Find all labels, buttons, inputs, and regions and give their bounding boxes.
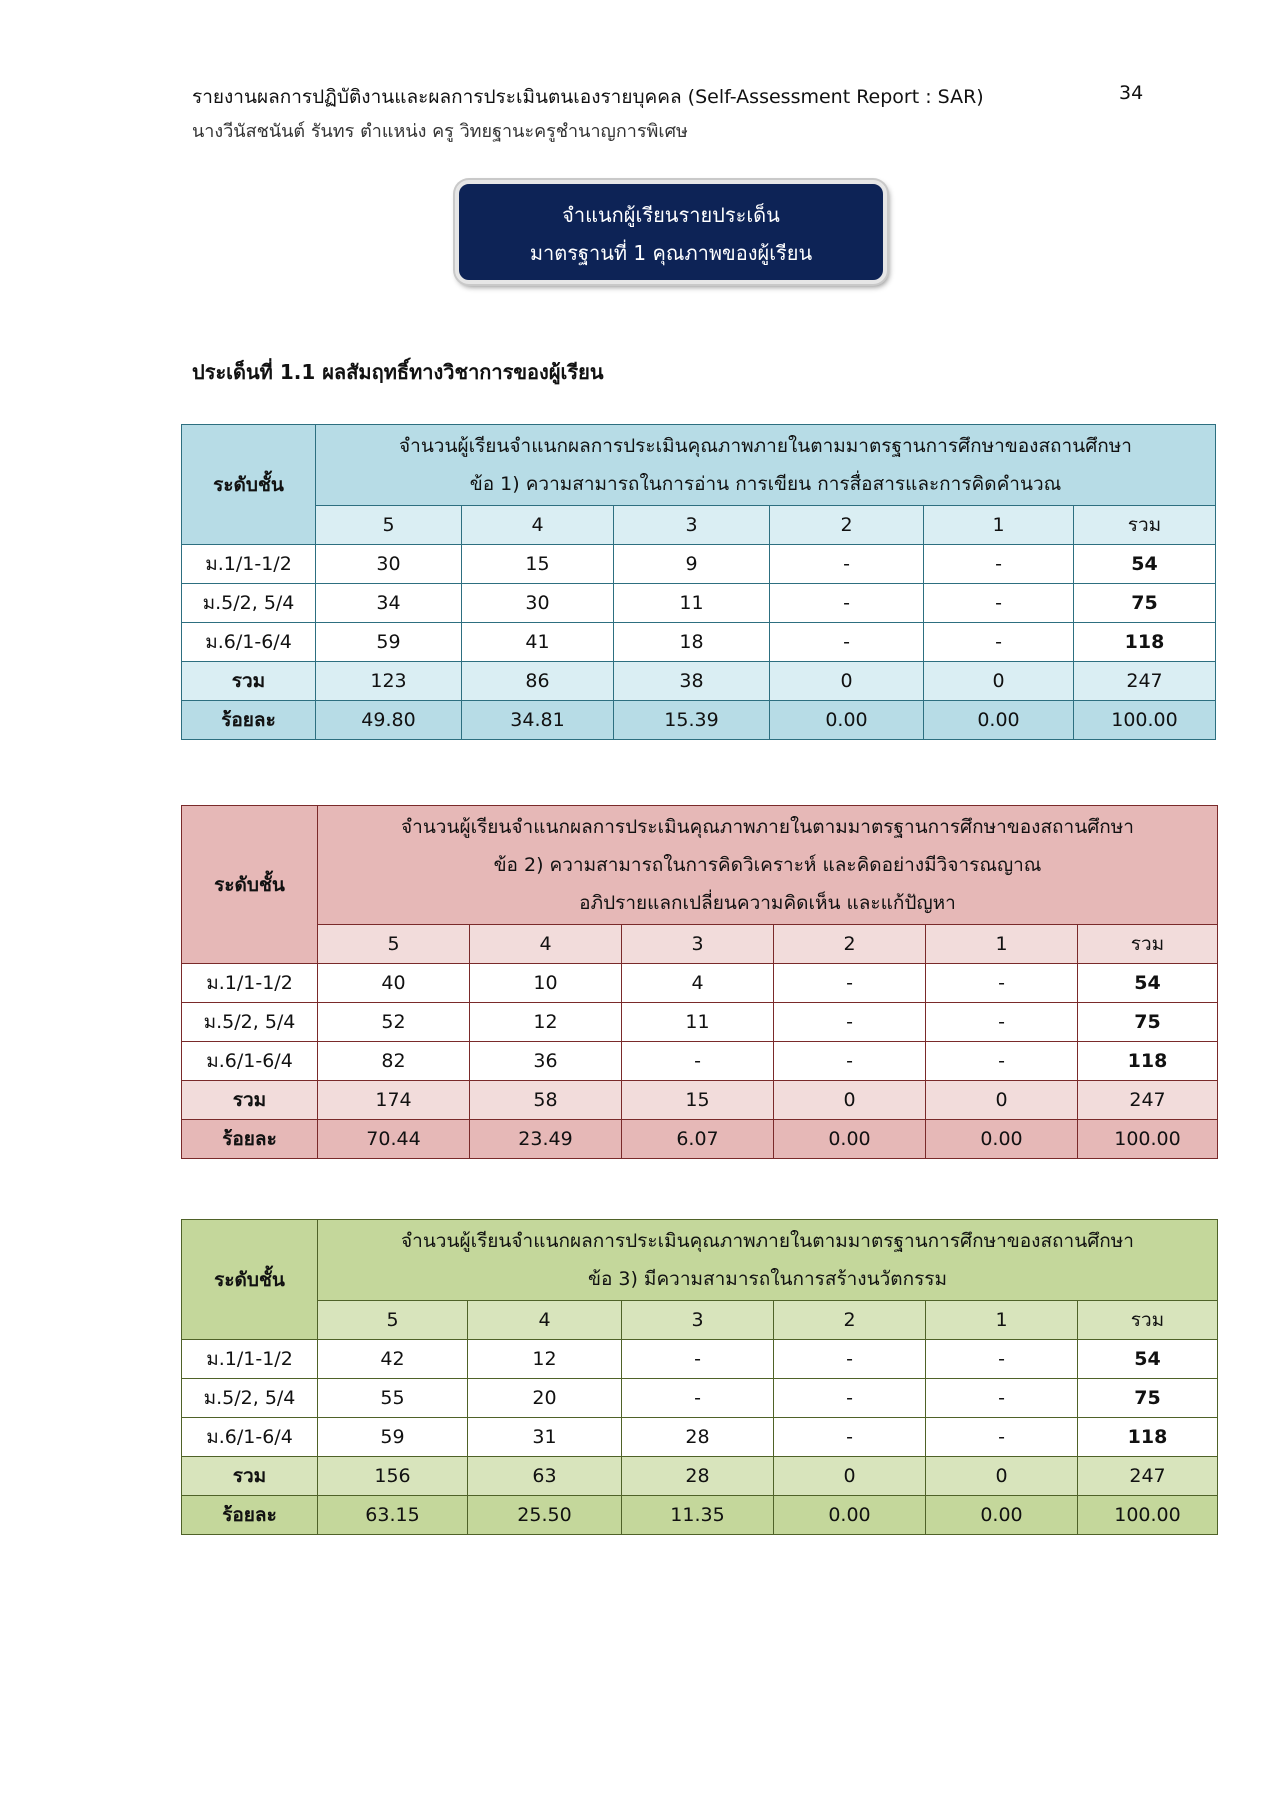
column-header: 4 [468, 1301, 622, 1340]
assessment-table-2 [181, 805, 1218, 1159]
description-line-1: จำนวนผู้เรียนจำแนกผลการประเมินคุณภาพภายในตามมาตรฐานการศึกษาของสถานศึกษา [399, 435, 1132, 457]
percent-cell: 70.44 [318, 1120, 470, 1159]
row-total-cell: 75 [1078, 1003, 1218, 1042]
column-header: 1 [924, 506, 1074, 545]
percent-cell: 0.00 [774, 1120, 926, 1159]
table-row [182, 1340, 1218, 1379]
cell: - [926, 1418, 1078, 1457]
table-description [318, 806, 1218, 925]
cell: - [774, 1042, 926, 1081]
cell: 11 [622, 1003, 774, 1042]
level-header: ระดับชั้น [182, 1220, 318, 1340]
row-label: ม.6/1-6/4 [182, 1418, 318, 1457]
percent-cell: 6.07 [622, 1120, 774, 1159]
percent-row [182, 1496, 1218, 1535]
column-header: 2 [774, 1301, 926, 1340]
total-cell: 38 [614, 662, 770, 701]
cell: - [774, 1003, 926, 1042]
cell: 41 [462, 623, 614, 662]
cell: 10 [470, 964, 622, 1003]
row-label: ม.1/1-1/2 [182, 1340, 318, 1379]
table-row [182, 964, 1218, 1003]
title-box-line-1: จำแนกผู้เรียนรายประเด็น [562, 203, 780, 227]
percent-cell: 23.49 [470, 1120, 622, 1159]
column-header: 5 [316, 506, 462, 545]
column-header: 3 [614, 506, 770, 545]
column-header: 3 [622, 925, 774, 964]
author-line: นางวีนัสชนันต์ รันทร ตำแหน่ง ครู วิทยฐานะครูชำนาญการพิเศษ [192, 121, 688, 142]
total-cell: 28 [622, 1457, 774, 1496]
percent-row [182, 1120, 1218, 1159]
cell: - [770, 623, 924, 662]
cell: 30 [462, 584, 614, 623]
total-cell: 247 [1078, 1457, 1218, 1496]
cell: - [926, 964, 1078, 1003]
percent-row [182, 701, 1216, 740]
total-cell: 174 [318, 1081, 470, 1120]
description-line-2: ข้อ 1) ความสามารถในการอ่าน การเขียน การสื่อสารและการคิดคำนวณ [469, 473, 1062, 495]
total-cell: 247 [1074, 662, 1216, 701]
description-line-2: ข้อ 2) ความสามารถในการคิดวิเคราะห์ และคิดอย่างมีวิจารณญาณ [493, 854, 1042, 876]
table-description [318, 1220, 1218, 1301]
row-label: ม.5/2, 5/4 [182, 584, 316, 623]
percent-cell: 11.35 [622, 1496, 774, 1535]
total-cell: 0 [926, 1081, 1078, 1120]
row-label: ม.6/1-6/4 [182, 623, 316, 662]
percent-label: ร้อยละ [182, 701, 316, 740]
row-label: ม.5/2, 5/4 [182, 1003, 318, 1042]
total-row [182, 1457, 1218, 1496]
column-header: รวม [1074, 506, 1216, 545]
row-total-cell: 118 [1078, 1042, 1218, 1081]
column-header: 3 [622, 1301, 774, 1340]
cell: 55 [318, 1379, 468, 1418]
total-row [182, 1081, 1218, 1120]
row-label: ม.6/1-6/4 [182, 1042, 318, 1081]
percent-label: ร้อยละ [182, 1120, 318, 1159]
cell: - [770, 584, 924, 623]
percent-cell: 25.50 [468, 1496, 622, 1535]
cell: - [924, 584, 1074, 623]
section-heading: ประเด็นที่ 1.1 ผลสัมฤทธิ์ทางวิชาการของผู้เรียน [192, 360, 604, 384]
report-title: รายงานผลการปฏิบัติงานและผลการประเมินตนเองรายบุคคล (Self-Assessment Report : SAR) [192, 86, 984, 108]
total-cell: 156 [318, 1457, 468, 1496]
cell: 11 [614, 584, 770, 623]
page-number: 34 [1119, 82, 1144, 104]
percent-cell: 49.80 [316, 701, 462, 740]
cell: - [926, 1042, 1078, 1081]
cell: 12 [470, 1003, 622, 1042]
percent-cell: 100.00 [1078, 1496, 1218, 1535]
cell: 82 [318, 1042, 470, 1081]
row-total-cell: 118 [1078, 1418, 1218, 1457]
table-row [182, 584, 1216, 623]
cell: - [926, 1340, 1078, 1379]
cell: - [926, 1379, 1078, 1418]
cell: - [774, 1379, 926, 1418]
percent-cell: 0.00 [926, 1120, 1078, 1159]
column-header: 1 [926, 925, 1078, 964]
total-cell: 247 [1078, 1081, 1218, 1120]
percent-cell: 0.00 [774, 1496, 926, 1535]
total-cell: 15 [622, 1081, 774, 1120]
column-header: 4 [462, 506, 614, 545]
percent-cell: 0.00 [926, 1496, 1078, 1535]
row-total-cell: 54 [1078, 964, 1218, 1003]
row-total-cell: 75 [1074, 584, 1216, 623]
percent-cell: 0.00 [770, 701, 924, 740]
total-label: รวม [182, 662, 316, 701]
column-header: 5 [318, 1301, 468, 1340]
table-description [316, 425, 1216, 506]
cell: - [774, 1418, 926, 1457]
total-cell: 63 [468, 1457, 622, 1496]
total-cell: 86 [462, 662, 614, 701]
cell: - [774, 964, 926, 1003]
cell: - [924, 623, 1074, 662]
row-total-cell: 54 [1074, 545, 1216, 584]
table-row [182, 1379, 1218, 1418]
percent-label: ร้อยละ [182, 1496, 318, 1535]
description-line-2: ข้อ 3) มีความสามารถในการสร้างนวัตกรรม [587, 1268, 948, 1290]
cell: - [924, 545, 1074, 584]
assessment-table-1 [181, 424, 1216, 740]
total-label: รวม [182, 1457, 318, 1496]
cell: - [622, 1042, 774, 1081]
cell: 30 [316, 545, 462, 584]
cell: 18 [614, 623, 770, 662]
row-total-cell: 118 [1074, 623, 1216, 662]
cell: - [770, 545, 924, 584]
cell: 59 [316, 623, 462, 662]
table-row [182, 545, 1216, 584]
percent-cell: 63.15 [318, 1496, 468, 1535]
column-header: รวม [1078, 1301, 1218, 1340]
cell: 34 [316, 584, 462, 623]
total-cell: 0 [926, 1457, 1078, 1496]
level-header: ระดับชั้น [182, 425, 316, 545]
total-cell: 0 [924, 662, 1074, 701]
percent-cell: 15.39 [614, 701, 770, 740]
row-total-cell: 54 [1078, 1340, 1218, 1379]
cell: 52 [318, 1003, 470, 1042]
cell: 36 [470, 1042, 622, 1081]
cell: 12 [468, 1340, 622, 1379]
row-label: ม.1/1-1/2 [182, 545, 316, 584]
description-line-1: จำนวนผู้เรียนจำแนกผลการประเมินคุณภาพภายในตามมาตรฐานการศึกษาของสถานศึกษา [401, 1230, 1134, 1252]
table-row [182, 1003, 1218, 1042]
cell: - [926, 1003, 1078, 1042]
column-header: รวม [1078, 925, 1218, 964]
percent-cell: 100.00 [1078, 1120, 1218, 1159]
column-header: 2 [770, 506, 924, 545]
table-row [182, 1042, 1218, 1081]
cell: 20 [468, 1379, 622, 1418]
total-cell: 0 [770, 662, 924, 701]
total-cell: 0 [774, 1457, 926, 1496]
title-box-line-2: มาตรฐานที่ 1 คุณภาพของผู้เรียน [529, 241, 813, 265]
total-cell: 58 [470, 1081, 622, 1120]
column-header: 4 [470, 925, 622, 964]
row-label: ม.1/1-1/2 [182, 964, 318, 1003]
description-line-3: อภิปรายแลกเปลี่ยนความคิดเห็น และแก้ปัญหา [579, 892, 956, 914]
cell: 15 [462, 545, 614, 584]
cell: 4 [622, 964, 774, 1003]
percent-cell: 0.00 [924, 701, 1074, 740]
row-label: ม.5/2, 5/4 [182, 1379, 318, 1418]
cell: 28 [622, 1418, 774, 1457]
total-cell: 0 [774, 1081, 926, 1120]
cell: 9 [614, 545, 770, 584]
cell: 42 [318, 1340, 468, 1379]
section-title-box [455, 180, 887, 284]
column-header: 1 [926, 1301, 1078, 1340]
total-cell: 123 [316, 662, 462, 701]
cell: - [622, 1340, 774, 1379]
cell: 59 [318, 1418, 468, 1457]
cell: - [622, 1379, 774, 1418]
total-label: รวม [182, 1081, 318, 1120]
row-total-cell: 75 [1078, 1379, 1218, 1418]
column-header: 5 [318, 925, 470, 964]
percent-cell: 100.00 [1074, 701, 1216, 740]
table-row [182, 623, 1216, 662]
description-line-1: จำนวนผู้เรียนจำแนกผลการประเมินคุณภาพภายในตามมาตรฐานการศึกษาของสถานศึกษา [401, 816, 1134, 838]
level-header: ระดับชั้น [182, 806, 318, 964]
table-row [182, 1418, 1218, 1457]
column-header: 2 [774, 925, 926, 964]
assessment-table-3 [181, 1219, 1218, 1535]
cell: - [774, 1340, 926, 1379]
percent-cell: 34.81 [462, 701, 614, 740]
cell: 40 [318, 964, 470, 1003]
report-header-title [192, 82, 1144, 112]
cell: 31 [468, 1418, 622, 1457]
total-row [182, 662, 1216, 701]
